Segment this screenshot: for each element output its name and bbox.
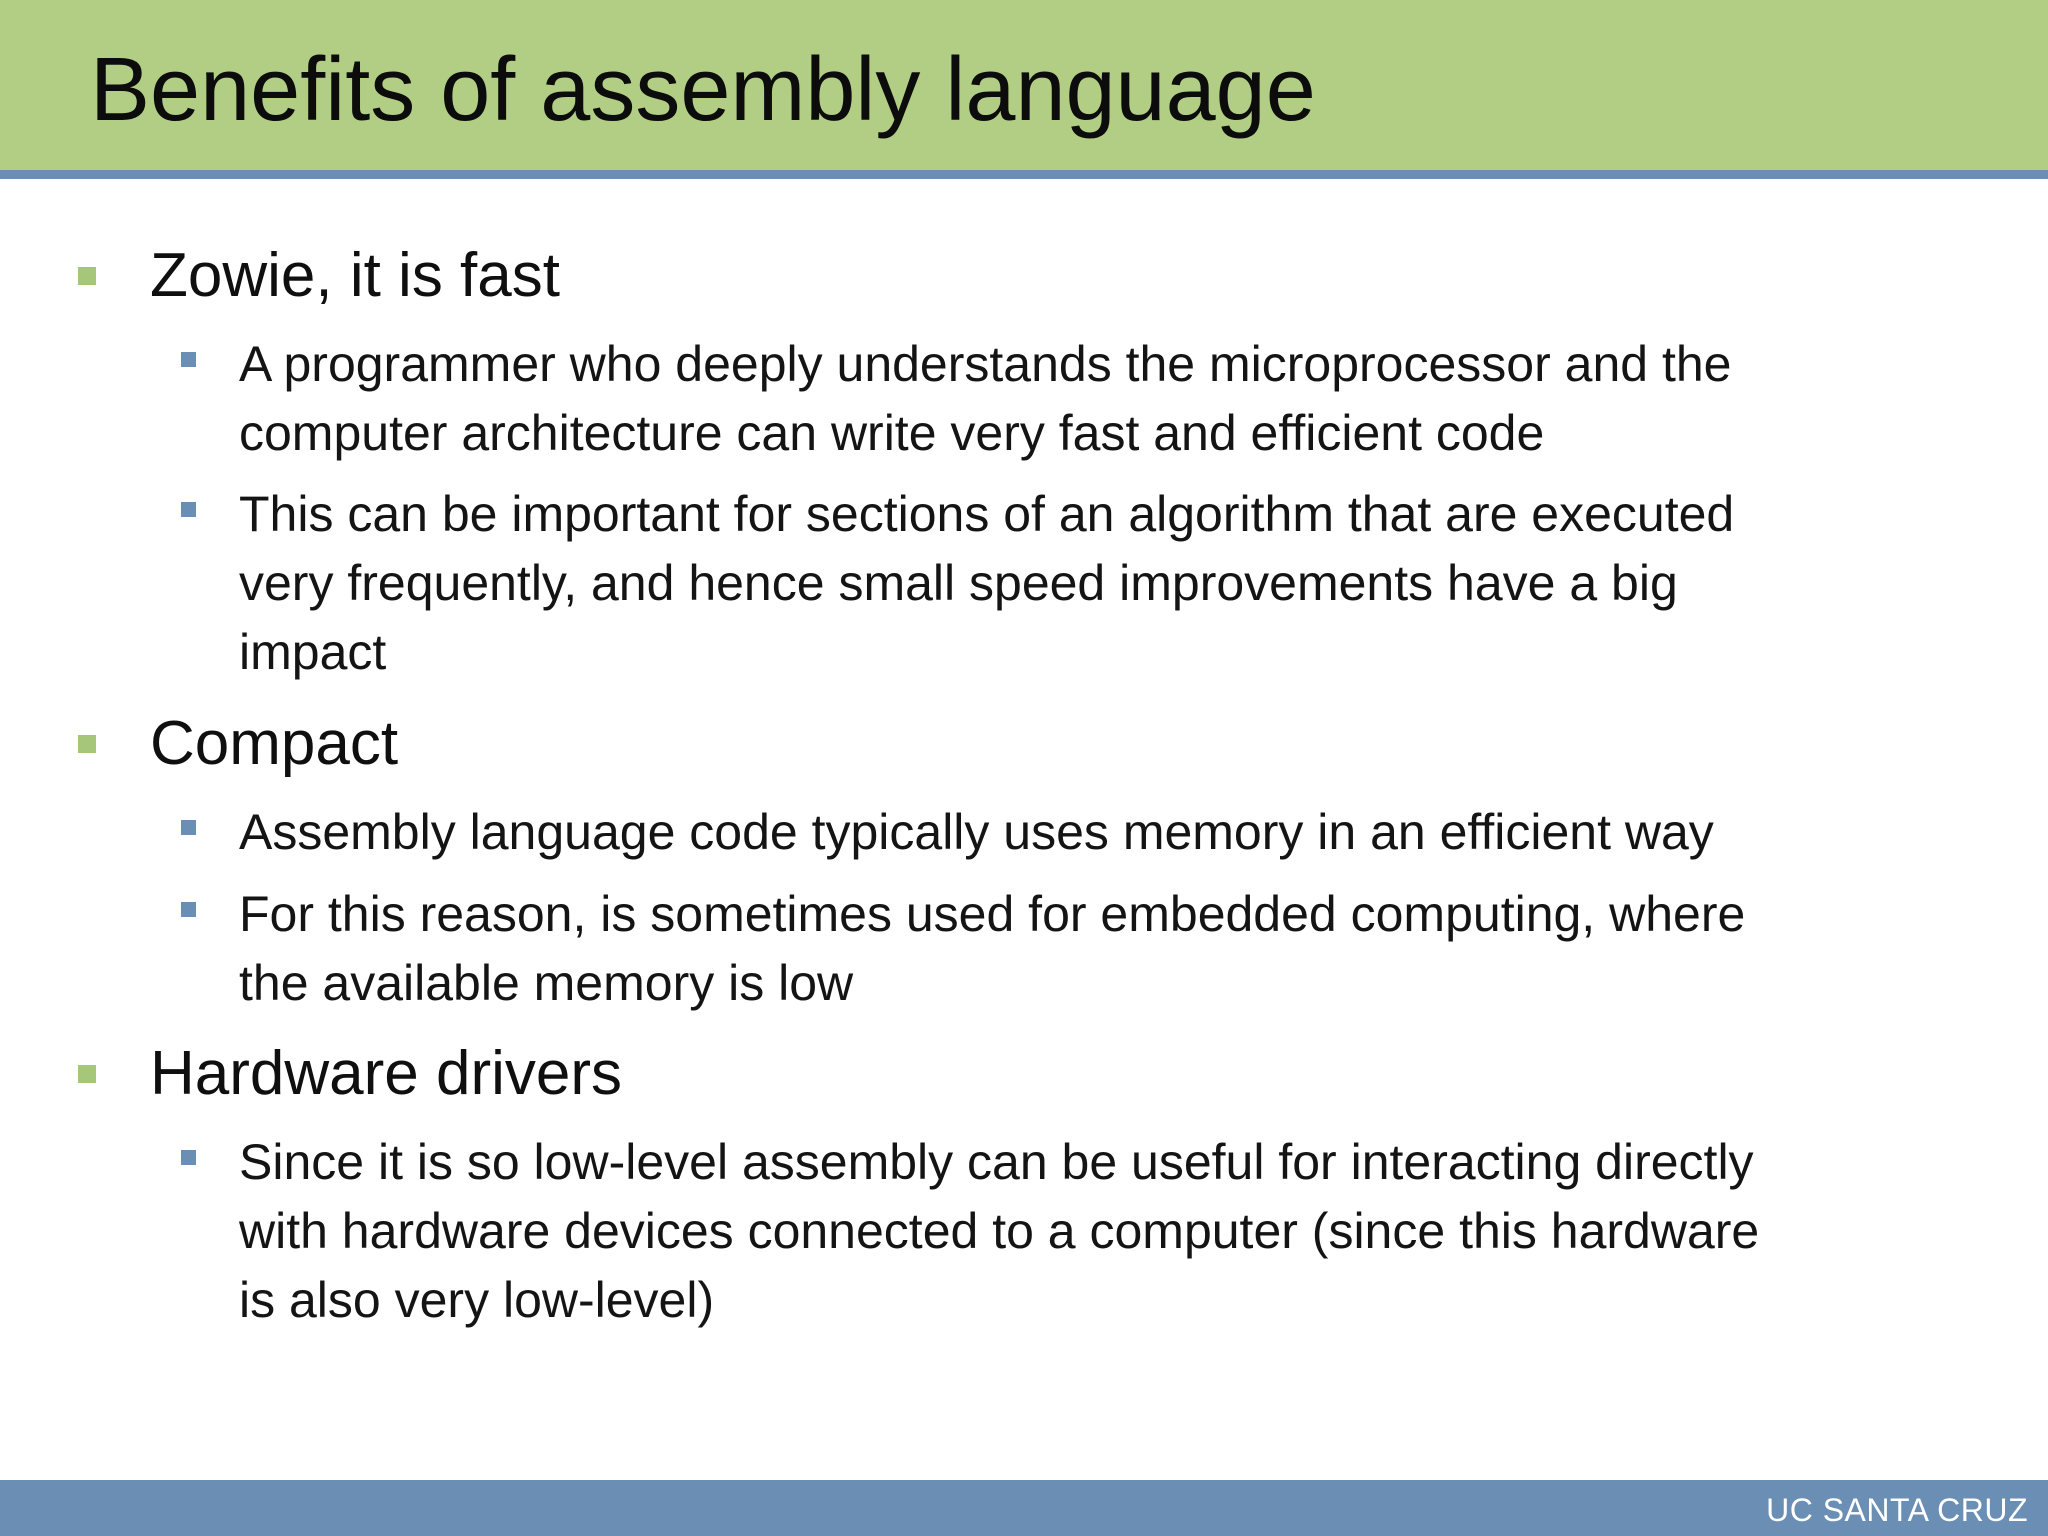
sub-bullet-text xyxy=(239,1128,1879,1335)
green-square-bullet-icon xyxy=(78,735,96,753)
bullet-heading: Hardware drivers xyxy=(150,1039,623,1108)
text-line: This can be important for sections of an algorithm that are executed xyxy=(239,486,1735,542)
text-line: A programmer who deeply understands the microprocessor and the xyxy=(239,336,1732,392)
text-line: For this reason, is sometimes used for embedded computing, where xyxy=(239,886,1746,942)
sub-bullet-text xyxy=(239,480,1879,687)
text-line: Assembly language code typically uses memory in an efficient way xyxy=(239,804,1714,860)
blue-square-bullet-icon xyxy=(181,902,196,917)
text-line: Since it is so low-level assembly can be useful for interacting directly xyxy=(239,1134,1754,1190)
title-bar xyxy=(0,0,2048,170)
text-line: computer architecture can write very fast and efficient code xyxy=(239,405,1545,461)
footer-bar xyxy=(0,1480,2048,1536)
text-line: very frequently, and hence small speed improvements have a big xyxy=(239,555,1678,611)
green-square-bullet-icon xyxy=(78,1065,96,1083)
header-divider xyxy=(0,170,2048,179)
sub-bullet-text xyxy=(239,330,1879,468)
blue-square-bullet-icon xyxy=(181,352,196,367)
slide-title: Benefits of assembly language xyxy=(90,40,1316,140)
bullet-heading: Zowie, it is fast xyxy=(150,241,560,310)
text-line: impact xyxy=(239,624,387,680)
sub-bullet-text xyxy=(239,880,1879,1018)
text-line: is also very low-level) xyxy=(239,1272,715,1328)
sub-bullet-text xyxy=(239,798,1879,867)
bullet-heading: Compact xyxy=(150,709,399,778)
green-square-bullet-icon xyxy=(78,267,96,285)
blue-square-bullet-icon xyxy=(181,820,196,835)
footer-brand-text: UC SANTA CRUZ xyxy=(1766,1492,2028,1528)
text-line: with hardware devices connected to a computer (since this hardware xyxy=(239,1203,1760,1259)
blue-square-bullet-icon xyxy=(181,502,196,517)
blue-square-bullet-icon xyxy=(181,1150,196,1165)
text-line: the available memory is low xyxy=(239,955,854,1011)
